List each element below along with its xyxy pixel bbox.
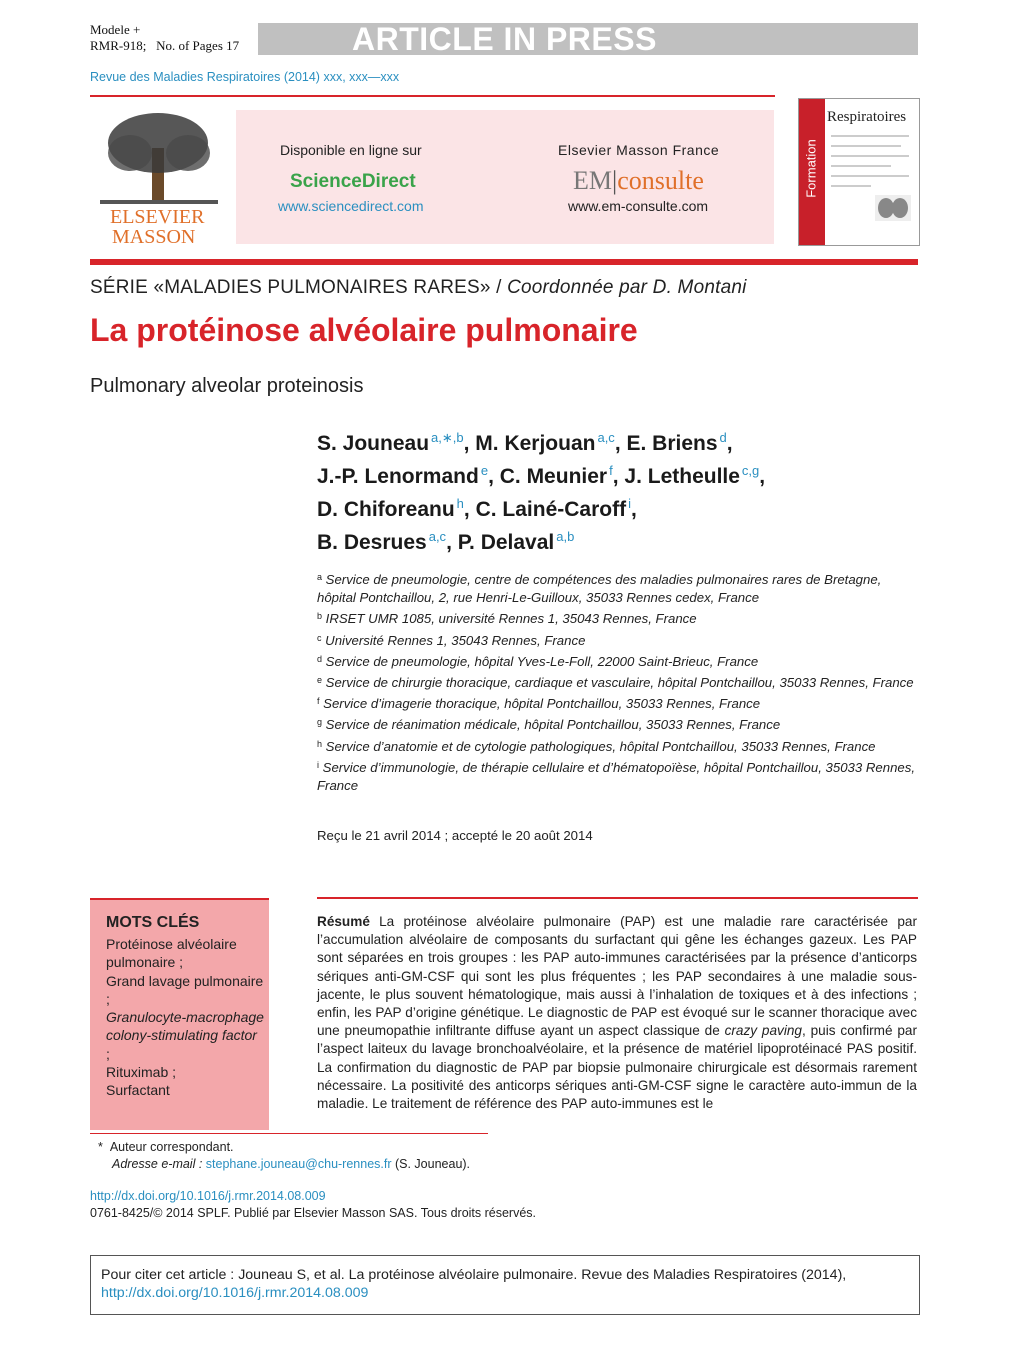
affiliation-text: Service de chirurgie thoracique, cardiaque et vasculaire, hôpital Pontchaillou, 35033 Rennes, France [322,675,914,691]
email-link[interactable]: stephane.jouneau@chu-rennes.fr [205,1157,392,1171]
author-affiliation-marks[interactable]: a,b [556,529,575,544]
affiliations [317,568,917,795]
author-name: B. Desrues [317,531,427,554]
keyword: Granulocyte-macrophage colony-stimulating factor [106,1009,264,1044]
footnote-star: * [98,1140,103,1154]
author-separator: , [446,531,458,554]
author-affiliation-marks[interactable]: a,c [597,430,615,445]
em-logo-right: consulte [617,166,704,195]
received-dates: Reçu le 21 avril 2014 ; accepté le 20 août 2014 [317,828,593,843]
affiliation-key: b [317,611,323,622]
affiliation-item [317,568,917,607]
keywords-box [90,898,269,1130]
affiliation-key: i [317,759,319,770]
banner-text: ARTICLE IN PRESS [352,21,657,57]
author-separator: , [630,498,637,521]
series-coordinator: Coordonnée par D. Montani [507,277,747,298]
keywords-list [106,935,266,1100]
author-affiliation-marks[interactable]: c,g [741,463,760,478]
cover-stripe [799,99,825,245]
cover-section: Formation [803,139,819,198]
abstract-label: Résumé [317,914,370,929]
author-name: J.-P. Lenormand [317,465,479,488]
article-subtitle: Pulmonary alveolar proteinosis [90,375,364,397]
emconsulte-link[interactable]: www.em-consulte.com [568,198,709,214]
affiliation-key: g [317,717,323,728]
author-affiliation-marks[interactable]: f [609,463,613,478]
citation-doi-link[interactable]: http://dx.doi.org/10.1016/j.rmr.2014.08.009 [101,1285,369,1301]
series-label: SÉRIE «MALADIES PULMONAIRES RARES» / [90,277,508,298]
citation-text-wrap [101,1266,911,1302]
author-name: C. Lainé-Caroff [475,498,627,521]
author-separator: , [726,432,733,455]
author-line [317,490,765,523]
author-affiliation-marks[interactable]: a,∗,b [431,430,464,445]
affiliation-text: Université Rennes 1, 35043 Rennes, France [321,632,586,648]
affiliation-item [317,692,917,713]
sciencedirect-link[interactable]: www.sciencedirect.com [278,198,424,214]
email-owner: (S. Jouneau). [391,1157,471,1171]
affiliation-text: Service de pneumologie, centre de compétences des maladies pulmonaires rares de Bretagne, hôpital Pontchaillou, 2, rue Henri-Le-Guilloux, 35033 Rennes cedex, France [317,572,882,606]
doi-link[interactable]: http://dx.doi.org/10.1016/j.rmr.2014.08.009 [90,1189,326,1203]
affiliation-item [317,671,917,692]
keyword: Surfactant [106,1082,170,1099]
abstract-italic: crazy paving [724,1023,802,1039]
affiliation-item [317,650,917,671]
journal-cover [798,98,920,246]
author-list [317,424,765,556]
email-label: Adresse e-mail : [112,1157,206,1171]
author-separator: , [488,465,500,488]
author-separator: , [614,432,627,455]
abstract-text-a: La protéinose alvéolaire pulmonaire (PAP) est une maladie rare caractérisée par l’accumulation alvéolaire de composants du surfactant qui gêne les échanges gazeux. Les PAP sont séparées en trois groupes : les PAP auto-immunes caractérisées par la présence d’anticorps sériques anti-GM-CSF qui sont les plus fréquentes ; les PAP secondaires à une maladie sous-jacente, le plus souvent hématologique, mais aussi à l’inhalation de toxiques et à des infections ; enfin, les PAP d’origine génétique. Le diagnostic de PAP est évoqué sur le scanner thoracique avec une pneumopathie infiltrante diffuse ayant un aspect classique de [317,914,917,1039]
affiliation-text: Service d’immunologie, de thérapie cellulaire et d’hématopoïèse, hôpital Pontchaillou, 35033 Rennes, France [317,759,916,794]
article-in-press-banner [258,23,918,55]
sciencedirect-logo: ScienceDirect [290,171,416,192]
series-line [90,277,747,299]
author-affiliation-marks[interactable]: e [480,463,489,478]
affiliation-key: a [317,572,323,582]
author-separator: , [759,465,766,488]
affiliation-item [317,629,917,650]
em-publisher-label: Elsevier Masson France [558,142,720,158]
affiliation-key: d [317,653,323,664]
article-title: La protéinose alvéolaire pulmonaire [90,312,638,348]
affiliation-text: Service de pneumologie, hôpital Yves-Le-Foll, 22000 Saint-Brieuc, France [322,653,759,669]
header-meta [90,22,250,54]
abstract-rule [317,897,918,899]
journal-reference: Revue des Maladies Respiratoires (2014) xxx, xxx—xxx [90,70,400,84]
affiliation-text: Service d’anatomie et de cytologie pathologiques, hôpital Pontchaillou, 35033 Rennes, France [322,738,876,754]
header-rule [90,95,775,97]
affiliation-text: Service de réanimation médicale, hôpital Pontchaillou, 35033 Rennes, France [322,717,781,733]
available-label: Disponible en ligne sur [280,142,422,158]
pages-label: No. of Pages 17 [156,38,240,53]
affiliation-item [317,756,917,795]
citation-text: Pour citer cet article : Jouneau S, et al. La protéinose alvéolaire pulmonaire. Revue des Maladies Respiratoires (2014), [101,1267,847,1283]
tree-icon [90,108,228,208]
elsevier-wordmark: ELSEVIER [110,206,205,228]
affiliation-item [317,735,917,756]
keyword: Grand lavage pulmonaire ; [106,972,264,1007]
author-name: S. Jouneau [317,432,430,455]
author-line [317,523,765,556]
model-label: Modele + [90,22,141,37]
abstract [317,913,917,1113]
affiliation-text: IRSET UMR 1085, université Rennes 1, 35043 Rennes, France [322,611,697,627]
online-availability-box [236,110,774,244]
author-name: E. Briens [626,432,718,455]
keyword: ; [106,1045,110,1062]
abstract-text-b: , puis confirmé par l’aspect laiteux du lavage bronchoalvéolaire, et la présence de matériel lipoprotéinacé PAS positif. La confirmation du diagnostic de PAP par biopsie pulmonaire chirurgicale est désormais rarement nécessaire. La positivité des anticorps sériques anti-GM-CSF signe le caractère auto-immun de la maladie. Le traitement de référence des PAP auto-immunes est le [317,1023,918,1112]
author-separator: , [612,465,625,488]
em-logo-left: EM [573,166,612,195]
masson-wordmark: MASSON [112,226,196,248]
title-rule [90,259,918,265]
citation-box [90,1255,920,1315]
corresponding-author-note [98,1140,234,1154]
keyword: Rituximab ; [106,1064,177,1081]
author-name: C. Meunier [499,465,608,488]
keyword: Protéinose alvéolaire pulmonaire ; [106,936,237,971]
author-name: M. Kerjouan [475,432,596,455]
author-affiliation-marks[interactable]: i [628,496,631,511]
author-line [317,457,765,490]
author-name: P. Delaval [457,531,555,554]
author-affiliation-marks[interactable]: d [719,430,727,445]
copyright: 0761-8425/© 2014 SPLF. Publié par Elsevier Masson SAS. Tous droits réservés. [90,1206,537,1220]
author-separator: , [463,432,476,455]
keywords-heading: MOTS CLÉS [106,914,200,931]
affiliation-key: h [317,738,323,749]
elsevier-logo [90,108,228,248]
lung-scan-icon [875,195,911,221]
footnote-rule [90,1133,488,1134]
affiliation-key: f [317,696,320,707]
author-affiliation-marks[interactable]: a,c [428,529,447,544]
affiliation-item [317,713,917,734]
affiliation-item [317,607,917,628]
affiliation-key: c [317,632,322,643]
affiliation-text: Service d’imagerie thoracique, hôpital Pontchaillou, 35033 Rennes, France [319,696,761,712]
author-name: J. Letheulle [624,465,740,488]
author-affiliation-marks[interactable]: h [456,496,464,511]
author-separator: , [463,498,476,521]
author-line [317,424,765,457]
ref-label: RMR-918; [90,38,147,53]
email-note [112,1157,470,1171]
affiliation-key: e [317,675,323,686]
cover-title: Respiratoires [827,109,907,125]
corresponding-label: Auteur correspondant. [109,1140,234,1154]
author-name: D. Chiforeanu [317,498,455,521]
emconsulte-logo: EM|consulte [573,166,704,195]
